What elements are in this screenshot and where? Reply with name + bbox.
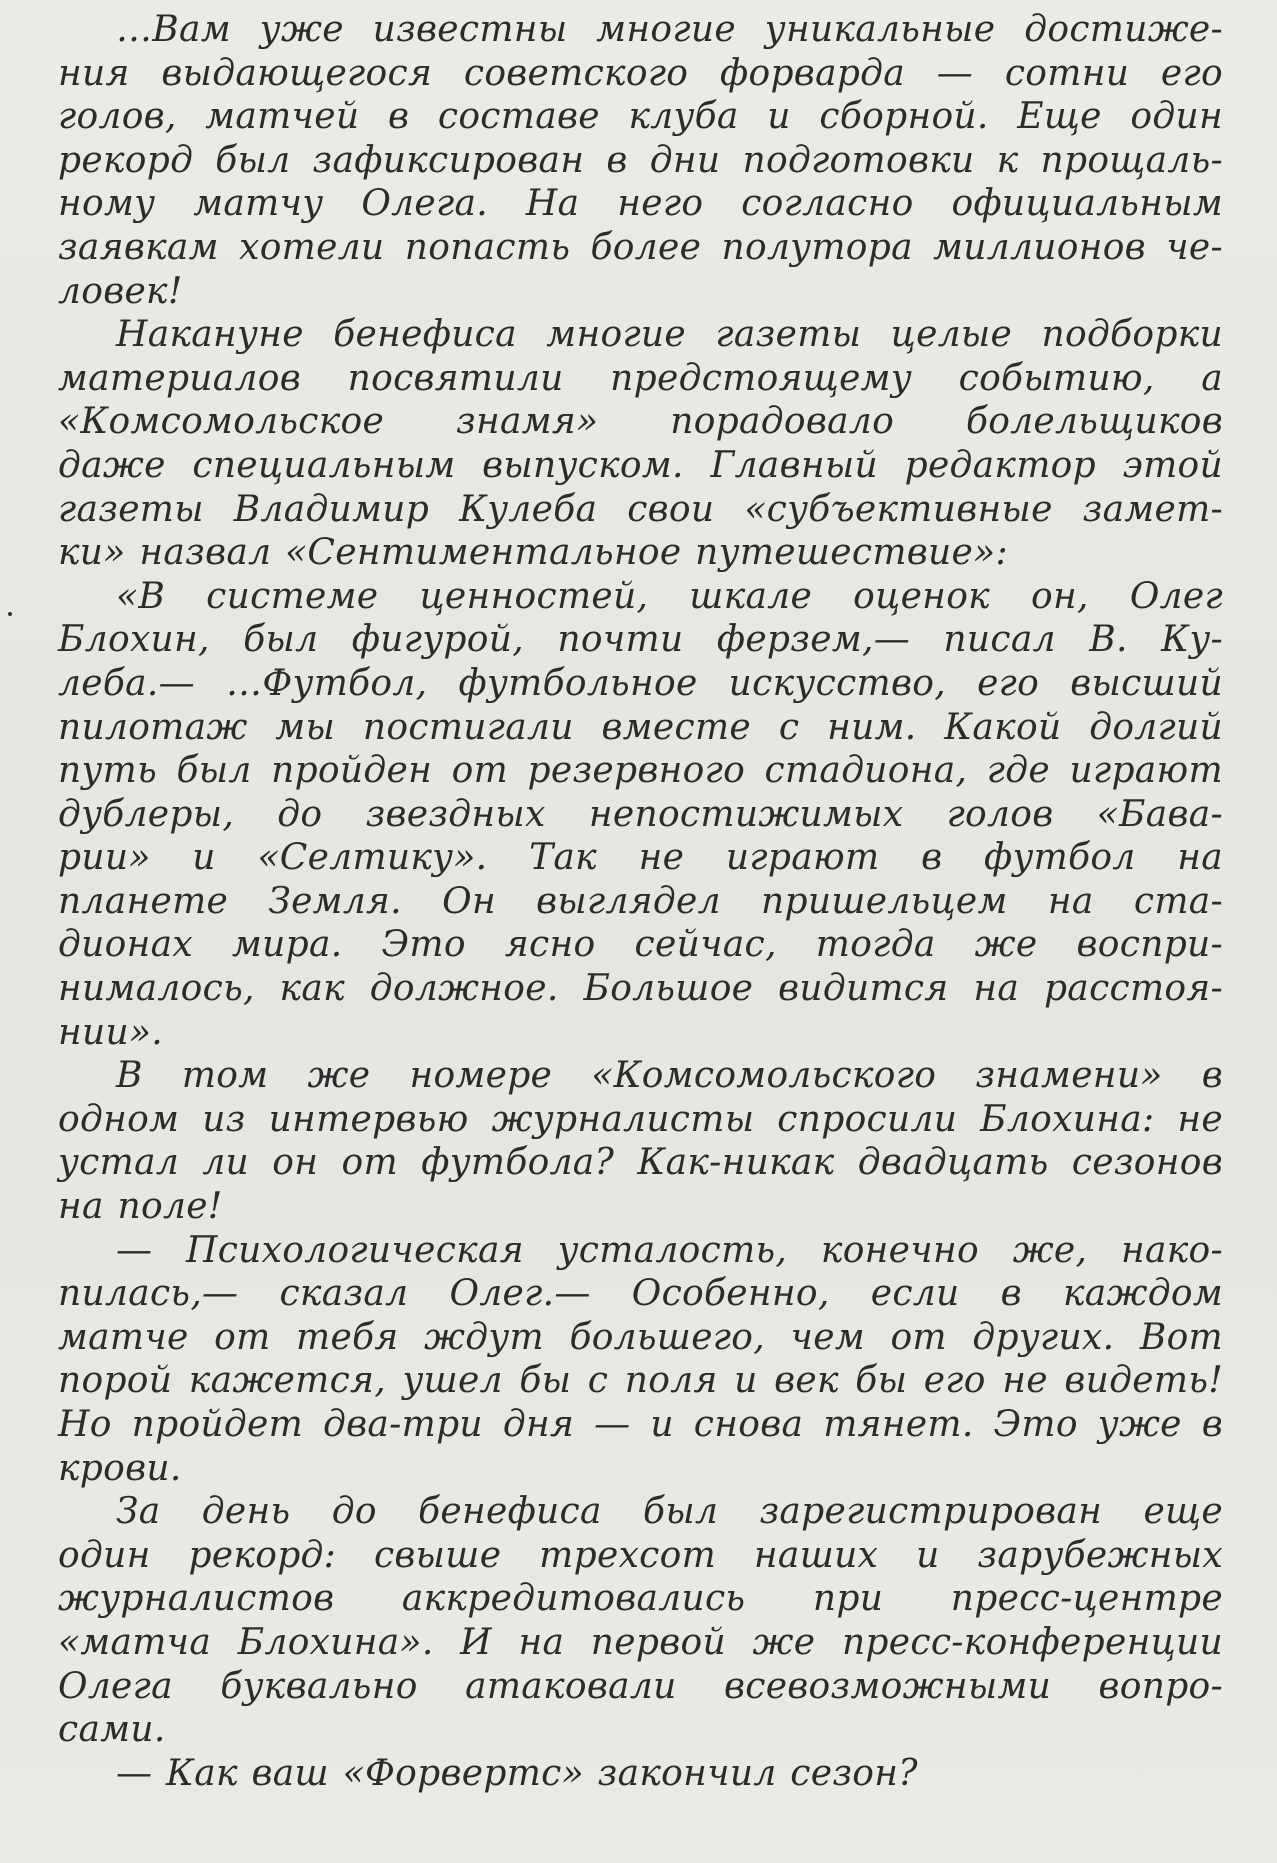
- text-line: нии».: [58, 1011, 164, 1053]
- text-line: Олега буквально атаковали всевозможными вопро-: [58, 1665, 1223, 1707]
- text-line: журналистов аккредитовались при пресс-центре: [58, 1578, 1223, 1620]
- text-line: материалов посвятили предстоящему событию, а: [58, 357, 1223, 399]
- text-line: одном из интервью журналисты спросили Блохина: не: [58, 1098, 1223, 1140]
- text-line: «Комсомольское знамя» порадовало болельщиков: [58, 401, 1223, 443]
- text-line: За день до бенефиса был зарегистрирован еще: [116, 1491, 1223, 1533]
- text-line: «В системе ценностей, шкале оценок он, Олег: [116, 575, 1223, 617]
- text-line: …Вам уже известны многие уникальные достиже-: [116, 9, 1223, 50]
- text-line: дионах мира. Это ясно сейчас, тогда же воспри-: [58, 924, 1223, 966]
- text-line: В том же номере «Комсомольского знамени» в: [116, 1055, 1223, 1097]
- text-line: — Как ваш «Форвертс» закончил сезон?: [116, 1752, 918, 1794]
- text-line: ния выдающегося советского форварда — сотни его: [58, 52, 1223, 94]
- text-line: даже специальным выпуском. Главный редактор этой: [58, 444, 1223, 486]
- text-line: заявкам хотели попасть более полутора миллионов че-: [58, 226, 1223, 268]
- text-line: ки» назвал «Сентиментальное путешествие»:: [58, 532, 1008, 574]
- text-line: дублеры, до звездных непостижимых голов «Бава-: [58, 793, 1223, 835]
- text-line: сами.: [58, 1709, 166, 1751]
- print-speck: [8, 612, 12, 616]
- text-line: рии» и «Селтику». Так не играют в футбол на: [58, 837, 1223, 879]
- text-line: на поле!: [58, 1186, 223, 1228]
- text-line: матче от тебя ждут большего, чем от других. Вот: [58, 1316, 1223, 1358]
- text-line: голов, матчей в составе клуба и сборной. Еще один: [58, 96, 1223, 138]
- text-line: пилась,— сказал Олег.— Особенно, если в каждом: [58, 1273, 1223, 1315]
- text-line: порой кажется, ушел бы с поля и век бы его не видеть!: [58, 1360, 1223, 1402]
- text-line: Накануне бенефиса многие газеты целые подборки: [116, 314, 1223, 356]
- text-line: рекорд был зафиксирован в дни подготовки к прощаль-: [58, 139, 1223, 181]
- text-line: «матча Блохина». И на первой же пресс-конференции: [58, 1621, 1223, 1663]
- text-line: путь был пройден от резервного стадиона, где играют: [58, 750, 1223, 792]
- text-line: устал ли он от футбола? Как-никак двадцать сезонов: [58, 1142, 1223, 1184]
- text-line: Блохин, был фигурой, почти ферзем,— писал В. Ку-: [58, 619, 1223, 661]
- text-line: — Психологическая усталость, конечно же, нако-: [116, 1229, 1223, 1271]
- text-line: пилотаж мы постигали вместе с ним. Какой долгий: [58, 706, 1223, 748]
- text-line: крови.: [58, 1447, 182, 1489]
- text-line: один рекорд: свыше трехсот наших и зарубежных: [58, 1534, 1223, 1576]
- text-line: нималось, как должное. Большое видится на расстоя-: [58, 968, 1223, 1010]
- text-line: ному матчу Олега. На него согласно официальным: [58, 183, 1223, 225]
- text-line: газеты Владимир Кулеба свои «субъективные замет-: [58, 488, 1223, 530]
- text-line: планете Земля. Он выглядел пришельцем на ста-: [58, 880, 1223, 922]
- page-text: [58, 8, 1223, 1795]
- text-line: леба.— …Футбол, футбольное искусство, его высший: [58, 662, 1223, 704]
- text-line: ловек!: [58, 270, 183, 312]
- text-line: Но пройдет два-три дня — и снова тянет. Это уже в: [58, 1404, 1223, 1445]
